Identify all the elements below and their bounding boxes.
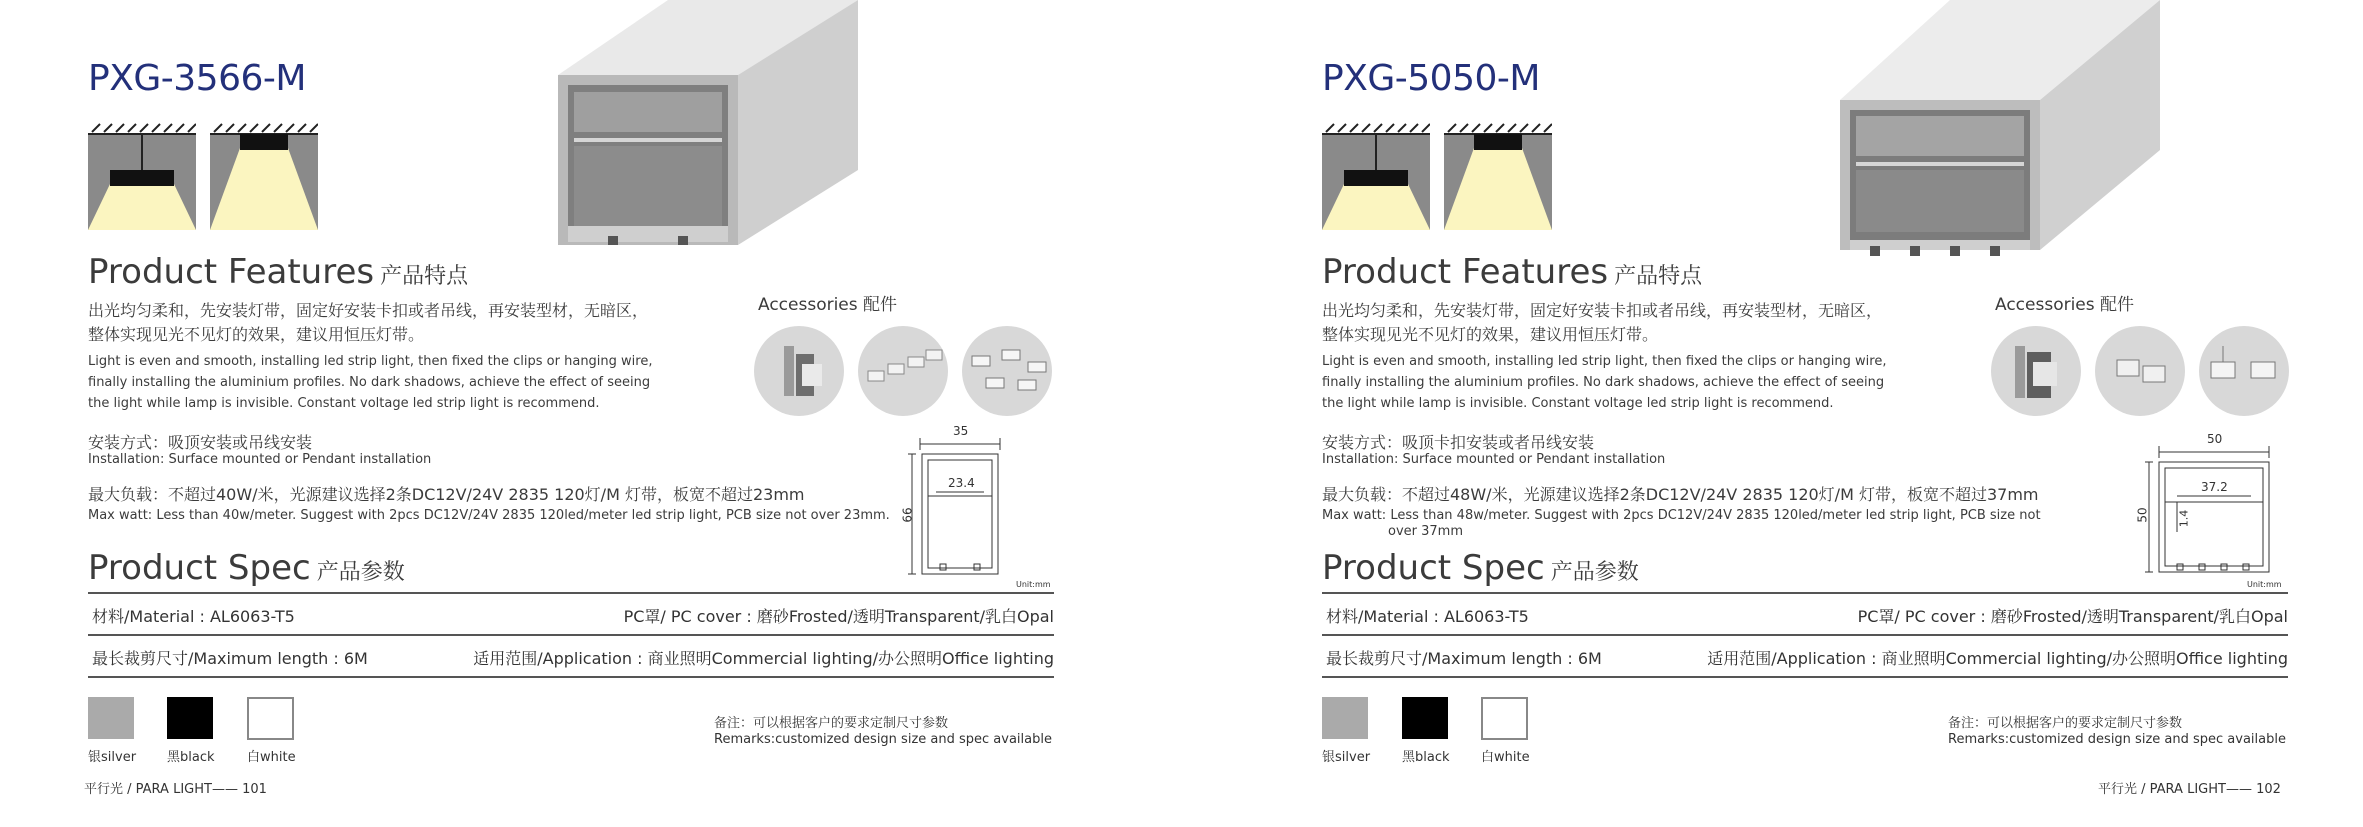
color-label-black: 黑black: [167, 750, 215, 765]
divider: [88, 592, 1054, 594]
spec-heading: Product Spec 产品参数: [1322, 548, 1639, 588]
divider: [1322, 676, 2288, 678]
features-en-line-3: the light while lamp is invisible. Constant voltage led strip light is recommend.: [1322, 396, 1834, 411]
accessory-clips-image: [2095, 326, 2185, 416]
color-swatch-black: [167, 697, 213, 739]
features-cn-text-2: 整体实现见光不见灯的效果，建议用恒压灯带。: [88, 325, 425, 344]
features-cn-text: 出光均匀柔和，先安装灯带，固定好安装卡扣或者吊线，再安装型材，无暗区，: [88, 301, 649, 320]
installation-cn: 安装方式：吸顶卡扣安装或者吊线安装: [1322, 433, 1595, 452]
accessories-heading: Accessories 配件: [758, 295, 898, 315]
installation-cn: 安装方式：吸顶安装或吊线安装: [88, 433, 313, 452]
divider: [88, 634, 1054, 636]
features-heading: Product Features 产品特点: [88, 252, 469, 292]
remark-en: Remarks:customized design size and spec available: [1948, 732, 2286, 747]
color-swatch-silver: [88, 697, 134, 739]
features-en-line-1: Light is even and smooth, installing led strip light, then fixed the clips or hanging wire,: [88, 354, 653, 369]
dim-inner-label: 23.4: [948, 476, 975, 490]
profile-product-image: [1830, 0, 2160, 264]
page-footer: 平行光 / PARA LIGHT—— 102: [2098, 782, 2281, 797]
catalog-page-left: [0, 0, 1181, 827]
installation-en: Installation: Surface mounted or Pendant installation: [1322, 452, 1666, 467]
color-label-silver: 银silver: [88, 750, 137, 765]
accessory-hanging-wire-image: [962, 326, 1052, 416]
dim-inner-label: 37.2: [2201, 480, 2228, 494]
spec-heading: Product Spec 产品参数: [88, 548, 405, 588]
cross-section-diagram: [900, 424, 1050, 588]
divider: [1322, 592, 2288, 594]
max-load-en: Max watt: Less than 40w/meter. Suggest with 2pcs DC12V/24V 2835 120led/meter led strip light, PCB size not over 23mm.: [88, 508, 890, 523]
dim-height-label: 66: [900, 507, 915, 523]
accessories-heading: Accessories 配件: [1995, 295, 2135, 315]
features-cn-text: 出光均匀柔和，先安装灯带，固定好安装卡扣或者吊线，再安装型材，无暗区，: [1322, 301, 1883, 320]
model-title: PXG-3566-M: [88, 58, 306, 99]
features-en-line-2: finally installing the aluminium profiles. No dark shadows, achieve the effect of seeing: [1322, 375, 1885, 390]
accessory-clips-image: [858, 326, 948, 416]
color-label-white: 白white: [247, 750, 296, 765]
max-load-cn: 最大负载：不超过40W/米，光源建议选择2条DC12V/24V 2835 120灯/M 灯带，板宽不超过23mm: [88, 485, 805, 504]
features-en-line-1: Light is even and smooth, installing led strip light, then fixed the clips or hanging wire,: [1322, 354, 1887, 369]
spec-max-length: 最长裁剪尺寸/Maximum length : 6M: [1326, 649, 1602, 668]
spec-application: 适用范围/Application : 商业照明Commercial lighting/办公照明Office lighting: [473, 649, 1054, 668]
accessory-end-cap-image: [754, 326, 844, 416]
max-load-cn: 最大负载：不超过48W/米，光源建议选择2条DC12V/24V 2835 120灯/M 灯带，板宽不超过37mm: [1322, 485, 2039, 504]
spec-cover: PC罩/ PC cover : 磨砂Frosted/透明Transparent/乳白Opal: [623, 607, 1054, 626]
spec-material: 材料/Material : AL6063-T5: [92, 607, 295, 626]
max-load-en: Max watt: Less than 48w/meter. Suggest with 2pcs DC12V/24V 2835 120led/meter led strip light, PCB size not: [1322, 508, 2041, 523]
features-en-line-3: the light while lamp is invisible. Constant voltage led strip light is recommend.: [88, 396, 600, 411]
surface-mount-icon: [1444, 122, 1552, 230]
color-swatch-white: [1481, 697, 1528, 740]
spec-material: 材料/Material : AL6063-T5: [1326, 607, 1529, 626]
spec-max-length: 最长裁剪尺寸/Maximum length : 6M: [92, 649, 368, 668]
features-heading: Product Features 产品特点: [1322, 252, 1703, 292]
spec-application: 适用范围/Application : 商业照明Commercial lighting/办公照明Office lighting: [1707, 649, 2288, 668]
max-load-en-2: over 37mm: [1388, 524, 1463, 539]
catalog-page-right: [1245, 0, 2363, 827]
model-title: PXG-5050-M: [1322, 58, 1540, 99]
color-swatch-white: [247, 697, 294, 740]
remark-en: Remarks:customized design size and spec available: [714, 732, 1052, 747]
unit-label: Unit:mm: [1016, 580, 1051, 589]
dim-width-label: 50: [2207, 432, 2223, 446]
remark-cn: 备注：可以根据客户的要求定制尺寸参数: [1948, 716, 2183, 731]
features-cn-text-2: 整体实现见光不见灯的效果，建议用恒压灯带。: [1322, 325, 1659, 344]
accessory-end-cap-image: [1991, 326, 2081, 416]
divider: [1322, 634, 2288, 636]
installation-en: Installation: Surface mounted or Pendant installation: [88, 452, 432, 467]
page-footer: 平行光 / PARA LIGHT—— 101: [84, 782, 267, 797]
surface-mount-icon: [210, 122, 318, 230]
remark-cn: 备注：可以根据客户的要求定制尺寸参数: [714, 716, 949, 731]
profile-product-image: [548, 0, 858, 254]
color-label-white: 白white: [1481, 750, 1530, 765]
color-label-black: 黑black: [1402, 750, 1450, 765]
accessory-hanging-wire-image: [2199, 326, 2289, 416]
color-swatch-black: [1402, 697, 1448, 739]
pendant-mount-icon: [1322, 122, 1430, 230]
dim-height-label: 50: [2135, 507, 2150, 523]
pendant-mount-icon: [88, 122, 196, 230]
cross-section-diagram: [2135, 432, 2287, 590]
unit-label: Unit:mm: [2247, 580, 2282, 589]
dim-small-label: 1.4: [2177, 509, 2191, 528]
dim-width-label: 35: [953, 424, 969, 438]
features-en-line-2: finally installing the aluminium profiles. No dark shadows, achieve the effect of seeing: [88, 375, 651, 390]
spec-cover: PC罩/ PC cover : 磨砂Frosted/透明Transparent/乳白Opal: [1857, 607, 2288, 626]
divider: [88, 676, 1054, 678]
color-label-silver: 银silver: [1322, 750, 1371, 765]
color-swatch-silver: [1322, 697, 1368, 739]
